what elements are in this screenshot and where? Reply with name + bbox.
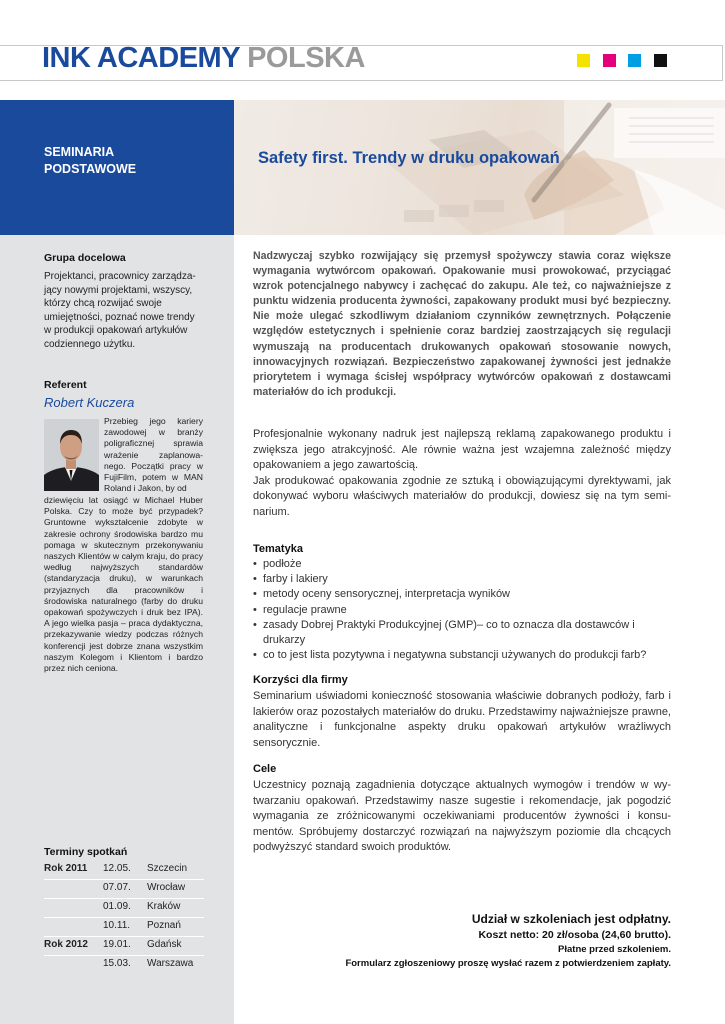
header-rule — [0, 45, 33, 46]
topics-heading: Tematyka — [253, 543, 303, 555]
referent-bio-part-1: Przebieg jego kariery zawodowej w branży poligraficznej sprawia wrażenie zaplanowanego. Początki pracy w FujiFilm, potem w MAN Roland i Jakon, by od — [104, 416, 203, 494]
category-banner — [0, 100, 234, 235]
benefits-text: Seminarium uświadomi konieczność stosowania właściwie dobranych podłoży, farb i lakierów oraz pozostałych materiałów do druku. Przedstawimy najważniejsze prawne, analityczne i funkcjonalne aspekty druku opakowań artykułów wrażliwych sensorycznie. — [253, 690, 671, 749]
schedule-separator — [44, 936, 204, 937]
goals-text: Uczestnicy poznają zagadnienia dotyczące aktualnych wymogów i trendów w wytwarzaniu opakowań. Przedstawimy nasze sugestie i rekomendacje, jak pogodzić wymagania ze zróżnicowanymi oczekiwaniami producentów żywności i konsumentów. Spróbujemy dostarczyć rozwiązań na najwyższym poziomie dla chcących podwyższyć standard swoich produktów. — [253, 779, 671, 854]
fee-cost: Koszt netto: 20 zł/osoba (24,60 brutto). — [478, 929, 671, 941]
list-item: • farby i lakiery — [253, 573, 328, 586]
header-rule-left — [0, 80, 34, 81]
schedule-city: Szczecin — [147, 863, 188, 874]
fee-form-instruction: Formularz zgłoszeniowy proszę wysłać razem z potwierdzeniem zapłaty. — [345, 958, 671, 969]
schedule-separator — [44, 898, 204, 899]
schedule-heading: Terminy spotkań — [44, 846, 128, 858]
intro-lead: Nadzwyczaj szybko rozwijający się przemysł spożywczy stawia coraz większe wymagania wytwórcom opakowań. Opakowanie musi prowokować, przyciągać wzrok potencjalnego nabywcy i zachęcać do zakupu. Ale też, co najważniejsze z punktu widzenia producenta żywności, zapakowany produkt musi być bezpieczny. Nie może ulegać szkodliwym działaniom czynników zewnętrznych. Połączenie względów estetycznych i spełnienie coraz bardziej zaostrzających się regulacji wymuszają na producentach drukowanych opakowań stosowanie nowych, innowacyjnych rozwiązań. Bezpieczeństwo zapakowanej żywności jest jednakże priorytetem i wymaga ścisłej współpracy wytwórców opakowań z dostawcami materiałów do ich produkcji. — [253, 250, 671, 398]
topic-text: zasady Dobrej Praktyki Produkcyjnej (GMP)– co to oznacza dla dostawców i drukarzy — [263, 618, 635, 647]
referent-photo — [44, 419, 99, 491]
referent-portrait — [44, 419, 99, 491]
schedule-year: Rok 2012 — [44, 939, 88, 950]
list-item: • zasady Dobrej Praktyki Produkcyjnej (GMP)– co to oznacza dla dostawców i drukarzy — [253, 618, 635, 647]
schedule-city: Kraków — [147, 901, 181, 912]
intro-paragraph-2: Jak produkować opakowania zgodnie ze sztuką i obowiązującymi dyrektywami, jak dokonywać wyboru właściwych materiałów do produkcji, dowiesz się na tym seminarium. — [253, 474, 671, 518]
schedule-date: 15.03. — [103, 958, 131, 969]
fee-notice: Udział w szkoleniach jest odpłatny. — [471, 912, 671, 926]
target-group-heading: Grupa docelowa — [44, 252, 126, 264]
category-line-1: SEMINARIA — [44, 145, 115, 159]
topics-list — [253, 557, 671, 663]
topic-text: farby i lakiery — [263, 573, 328, 586]
referent-bio-part-2: dziewięciu lat osiągć w Michael Huber Polska. Czy to może być przypadek? Gruntowne wykształcenie zdobyte w zakresie ochrony środowiska bardzo mu pomaga w skutecznym przekonywaniu naszych Klientów w całym kraju, do pracy według najwyższych standardów (standaryzacja druku), w warunkach przyjaznych dla pracowników i środowiska naturalnego (farby do druku opakowań spożywczych i druk bez IPA). A jego wielka pasja – praca dydaktyczna, przekazywanie wiedzy podczas różnych konferencji jest dobrze znana wszystkim naszym Kolegom i Klientom i bardzo przez nich ceniona. — [44, 495, 203, 674]
target-group-text: Projektanci, pracownicy zarządzający nowymi projektami, wszyscy, którzy chcą rozwijać swoje umiejętności, poznać nowe trendy w produkcji opakowań artykułów codziennego użytku. — [44, 271, 196, 350]
cmyk-black-square — [654, 54, 667, 67]
topic-text: regulacje prawne — [263, 603, 347, 616]
logo — [42, 40, 365, 76]
topic-text: podłoże — [263, 558, 302, 570]
seminar-title: Safety first. Trendy w druku opakowań — [258, 149, 560, 167]
schedule-city: Wrocław — [147, 882, 186, 893]
schedule-year: Rok 2011 — [44, 863, 88, 874]
list-item: • podłoże — [253, 558, 302, 570]
cmyk-magenta-square — [603, 54, 616, 67]
fee-payment-timing: Płatne przed szkoleniem. — [558, 944, 671, 955]
logo-secondary: POLSKA — [247, 42, 365, 74]
schedule-separator — [44, 879, 204, 880]
cmyk-yellow-square — [577, 54, 590, 67]
schedule-date: 19.01. — [103, 939, 131, 950]
list-item: • metody oceny sensorycznej, interpretacja wyników — [253, 588, 511, 601]
intro-body — [253, 427, 671, 521]
schedule-city: Poznań — [147, 920, 181, 931]
goals-heading: Cele — [253, 763, 277, 775]
schedule-separator — [44, 955, 204, 956]
schedule-date: 07.07. — [103, 882, 131, 893]
schedule-city: Gdańsk — [147, 939, 182, 950]
referent-name: Robert Kuczera — [44, 395, 135, 410]
logo-primary: INK ACADEMY — [42, 42, 240, 74]
schedule-separator — [44, 917, 204, 918]
schedule-city: Warszawa — [147, 958, 194, 969]
topic-text: metody oceny sensorycznej, interpretacja wyników — [263, 588, 511, 601]
schedule-date: 12.05. — [103, 863, 131, 874]
referent-heading: Referent — [44, 379, 87, 391]
category-line-2: PODSTAWOWE — [44, 162, 137, 176]
cmyk-cyan-square — [628, 54, 641, 67]
topic-text: co to jest lista pozytywna i negatywna substancji używanych do produkcji farb? — [263, 649, 647, 662]
schedule-date: 01.09. — [103, 901, 131, 912]
list-item: • co to jest lista pozytywna i negatywna substancji używanych do produkcji farb? — [253, 649, 647, 662]
schedule-date: 10.11. — [103, 920, 131, 931]
title-banner — [234, 100, 725, 235]
benefits-heading: Korzyści dla firmy — [253, 674, 348, 686]
intro-paragraph-1: Profesjonalnie wykonany nadruk jest najlepszą reklamą zapakowanego produktu i zwiększa jego atrakcyjność. Ale równie ważna jest wzajemna zależność między opakowaniem a jego zawartością. — [253, 428, 671, 472]
list-item: • regulacje prawne — [253, 603, 347, 616]
